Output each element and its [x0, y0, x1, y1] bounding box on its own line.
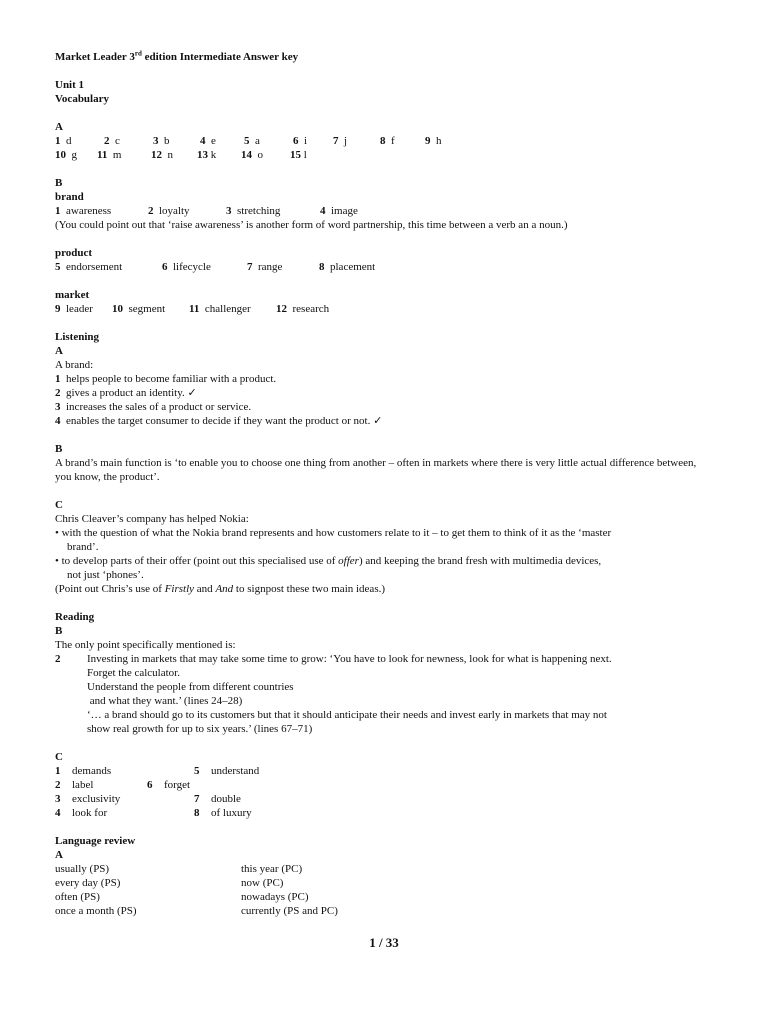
answer-row-2: 10 g 11 m 12 n 13 k 14 o 15 l — [55, 149, 307, 161]
listening-c-intro: Chris Cleaver’s company has helped Nokia: — [55, 513, 249, 525]
language-row: usually (PS) this year (PC) — [55, 863, 303, 875]
subheading-brand: brand — [55, 191, 84, 203]
quote-line: Understand the people from different countries — [87, 681, 294, 693]
answer-row-1: 1 d 2 c 3 b 4 e 5 a 6 i 7 j 8 f 9 h — [55, 135, 442, 147]
language-row: every day (PS) now (PC) — [55, 877, 284, 889]
market-answers: 9 leader 10 segment 11 challenger 12 research — [55, 303, 330, 315]
title-main: Market Leader 3 — [55, 51, 135, 63]
reading-c-row: 2 label 6 forget — [55, 779, 191, 791]
reading-c-row: 4 look for 8 of luxury — [55, 807, 252, 819]
brand-note: (You could point out that ‘raise awareness’ is another form of word partnership, this time between a verb an a noun.) — [55, 219, 568, 231]
section-label: A — [55, 345, 63, 357]
section-label: A — [55, 121, 63, 133]
page-number: 1 / 33 — [369, 935, 399, 950]
title-rest: edition Intermediate Answer key — [141, 51, 299, 63]
section-label: C — [55, 751, 63, 763]
quote-line: and what they want.’ (lines 24–28) — [87, 695, 243, 707]
listening-intro: A brand: — [55, 359, 94, 371]
subheading-product: product — [55, 247, 93, 259]
section-label: B — [55, 625, 63, 637]
reading-heading: Reading — [55, 611, 95, 623]
list-item: 1 helps people to become familiar with a product. — [55, 373, 277, 385]
reading-c-row: 3 exclusivity 7 double — [55, 793, 241, 805]
subheading-market: market — [55, 289, 90, 301]
language-row: once a month (PS) currently (PS and PC) — [55, 905, 338, 917]
listening-c-note: (Point out Chris’s use of Firstly and And to signpost these two main ideas.) — [55, 583, 386, 595]
list-item: 4 enables the target consumer to decide if they want the product or not. ✓ — [55, 415, 383, 427]
point-number: 2 — [55, 653, 61, 665]
bullet-continuation: not just ‘phones’. — [67, 569, 144, 581]
language-review-heading: Language review — [55, 835, 136, 847]
section-label: A — [55, 849, 63, 861]
quote-line: show real growth for up to six years.’ (lines 67–71) — [87, 723, 313, 735]
document-title — [55, 50, 715, 64]
reading-point — [55, 652, 715, 736]
listening-b-text: A brand’s main function is ‘to enable you to choose one thing from another – often in markets where there is very little actual difference between, you know, the product’. — [55, 457, 697, 483]
bullet-line: • with the question of what the Nokia brand represents and how customers relate to it – to get them to think of it as the ‘master — [55, 527, 612, 539]
bullet-continuation: brand’. — [67, 541, 99, 553]
list-item: 3 increases the sales of a product or service. — [55, 401, 252, 413]
product-answers: 5 endorsement 6 lifecycle 7 range 8 placement — [55, 261, 376, 273]
list-item: 2 gives a product an identity. ✓ — [55, 387, 197, 399]
section-label: B — [55, 443, 63, 455]
title-sup: rd — [134, 49, 142, 58]
brand-answers: 1 awareness 2 loyalty 3 stretching 4 image — [55, 205, 358, 217]
quote-line: Forget the calculator. — [87, 667, 180, 679]
language-row: often (PS) nowadays (PC) — [55, 891, 309, 903]
unit-heading: Unit 1 — [55, 79, 85, 91]
listening-heading: Listening — [55, 331, 100, 343]
section-label: C — [55, 499, 63, 511]
quote-line: ‘… a brand should go to its customers but that it should anticipate their needs and invest early in markets that may not — [87, 709, 607, 721]
quote-line: Investing in markets that may take some time to grow: ‘You have to look for newness, look for what is happening next. — [87, 653, 612, 665]
reading-b-intro: The only point specifically mentioned is: — [55, 639, 236, 651]
answer-key-page — [55, 50, 715, 918]
reading-c-row: 1 demands 5 understand — [55, 765, 260, 777]
section-label: B — [55, 177, 63, 189]
bullet-line: • to develop parts of their offer (point out this specialised use of offer) and keeping the brand fresh with multimedia devices, — [55, 555, 602, 567]
vocabulary-heading: Vocabulary — [55, 93, 109, 105]
